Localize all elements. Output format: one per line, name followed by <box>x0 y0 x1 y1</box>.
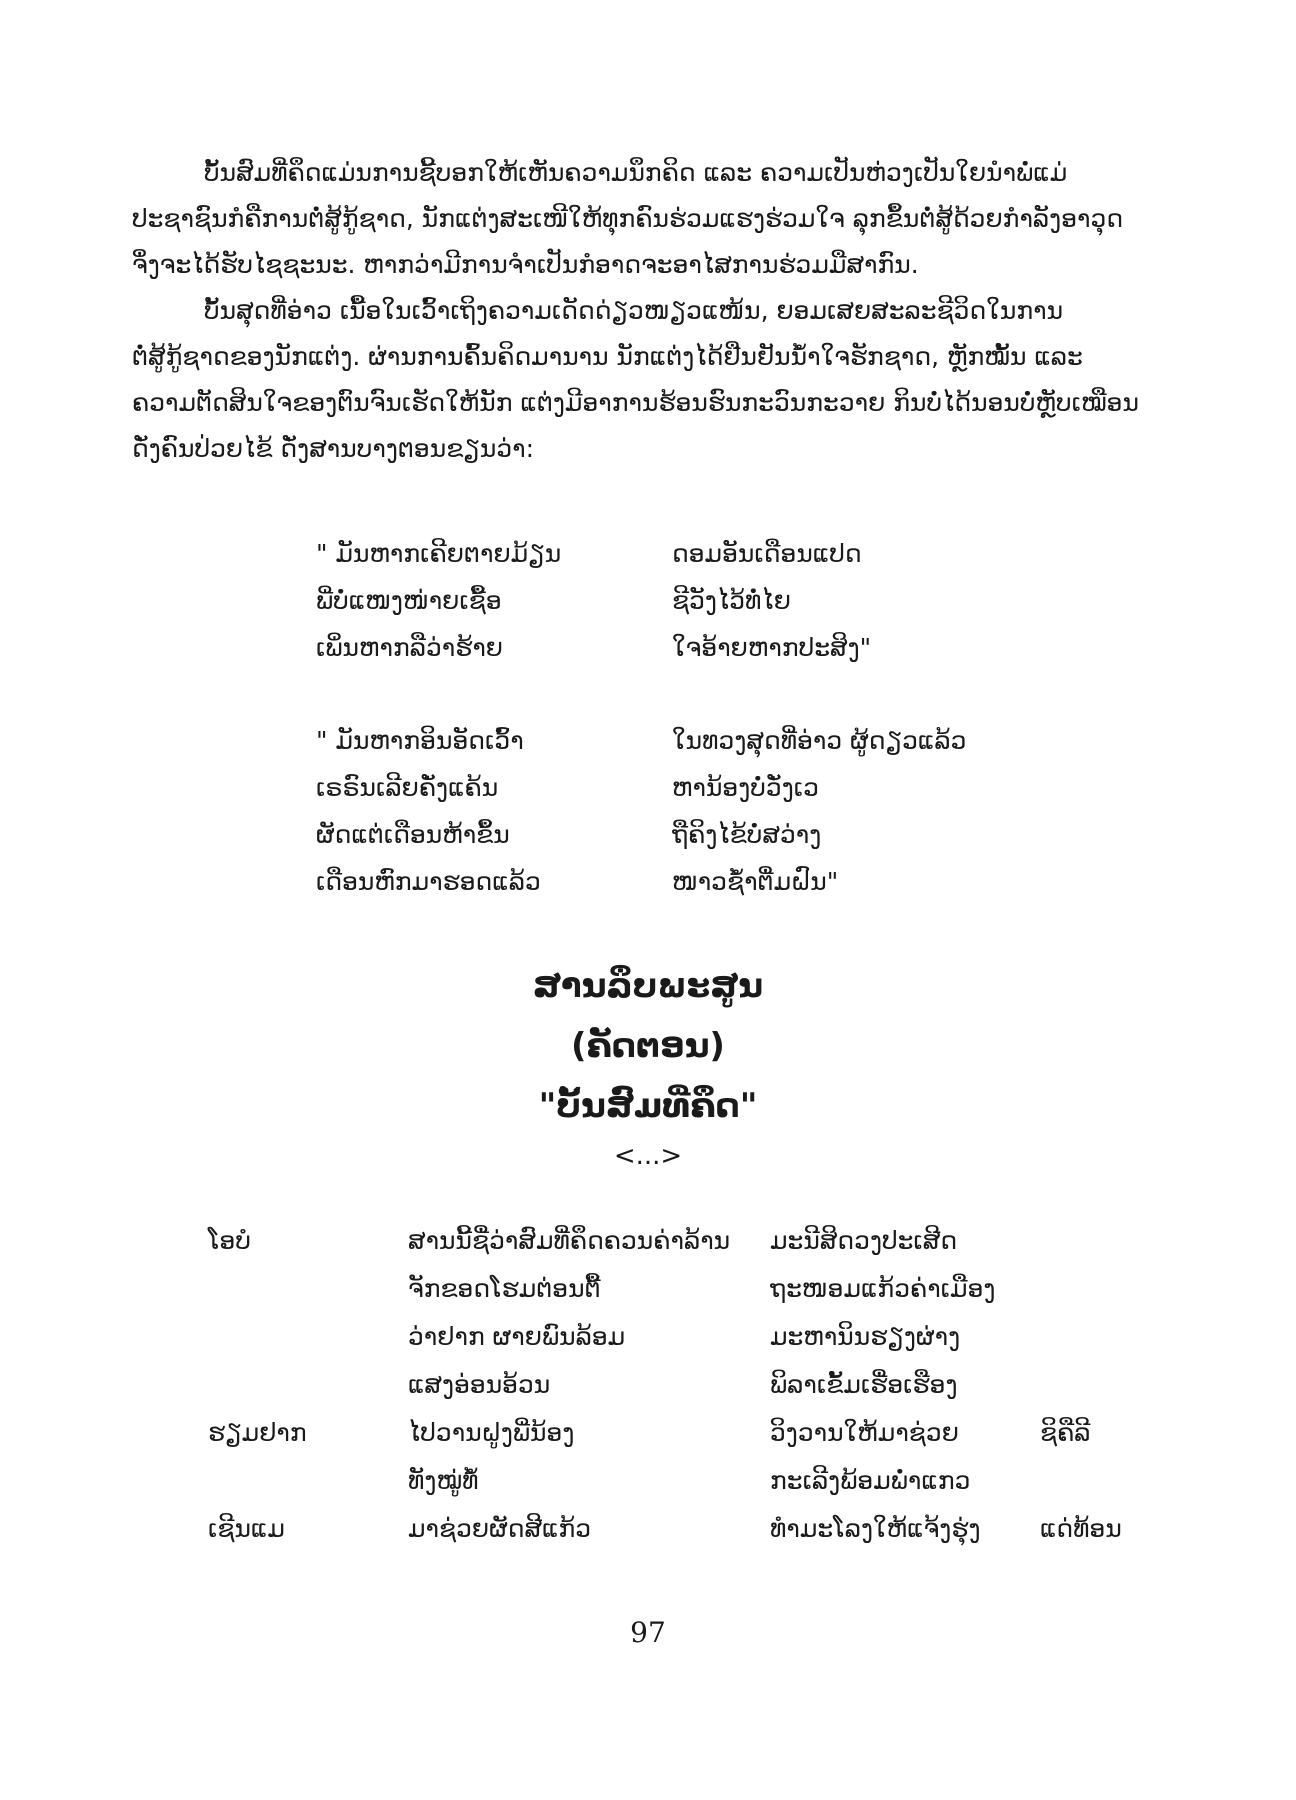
poem-line <box>316 764 966 811</box>
paragraph-line: ດັ່ງຄົນປ່ວຍໄຂ້ ດັ່ງສານບາງຕອນຂຽນວ່າ: <box>132 434 535 463</box>
poem-line <box>316 624 871 671</box>
section-subtitle: (ຄັດຕອນ) <box>571 1026 725 1066</box>
verse-row <box>208 1505 1160 1553</box>
section-title: ສານລຶບພະສູນ <box>532 966 764 1006</box>
verse-part-c <box>1040 1217 1160 1265</box>
poem-line <box>316 858 966 905</box>
verse-speaker: ໂອບໍ <box>208 1226 251 1255</box>
verse-speaker <box>208 1265 408 1313</box>
poem-stanza-1 <box>316 530 871 671</box>
verse-part-a: ສານນີ້ຊື່ວ່າສົມທີ່ຄຶດຄວນຄ່າລ້ານ <box>408 1226 731 1255</box>
page-number: 97 <box>630 1616 666 1649</box>
paragraph-line: ຈຶ່ງຈະໄດ້ຮັບໄຊຊະນະ. ຫາກວ່າມີການຈຳເປັນກໍອາດຈະອາໄສການຮ່ວມມືສາກົນ. <box>132 250 919 279</box>
verse-speaker <box>208 1457 408 1505</box>
poem-line-first-half: ເຣຣົນເລີຍຄັ່ງແຄ້ນ <box>316 773 499 802</box>
poem-line-second-half: ຊີວັງໄວ້ທໍ່ໄຍ <box>672 586 791 615</box>
verse-row <box>208 1361 1160 1409</box>
poem-line-first-half: ເດືອນຫົກມາຮອດແລ້ວ <box>316 867 541 896</box>
verse-speaker <box>208 1361 408 1409</box>
verse-row <box>208 1217 1160 1265</box>
verse-part-c <box>1040 1457 1160 1505</box>
verse-part-c: ຊິຄືລີ <box>1040 1418 1091 1447</box>
section-name: "ບັ້ນສົມທີ່ຄຶດ" <box>538 1086 758 1126</box>
verse-part-c <box>1040 1361 1160 1409</box>
verse-speaker: ເຊີນແມ <box>208 1514 285 1543</box>
verse-speaker <box>208 1313 408 1361</box>
poem-line-first-half: " ມັນຫາກເຄີຍຕາຍມ້ຽນ <box>316 539 562 568</box>
verse-part-a: ມາຊ່ວຍຜັດສີແກ້ວ <box>408 1514 592 1543</box>
paragraph-line: ຄວາມຕັດສິນໃຈຂອງຕົນຈົນເຮັດໃຫ້ນັກ ແຕ່ງມີອາການຮ້ອນຮົນກະວົນກະວາຍ ກິນບໍ່ໄດ້ນອນບໍ່ຫຼັບເໝືອນ <box>132 388 1139 417</box>
verse-part-a: ໄປວານຝູງພີ່ນ້ອງ <box>408 1418 575 1447</box>
poem-line-first-half: ພີ່ບໍ່ແໜງໜ່າຍເຊື້ອ <box>316 586 502 615</box>
verse-row <box>208 1313 1160 1361</box>
paragraph-1 <box>132 150 1172 288</box>
paragraph-line: ບັ້ນສົມທີ່ຄຶດແມ່ນການຊີ້ບອກໃຫ້ເຫັນຄວາມນຶກຄິດ ແລະ ຄວາມເປັນຫ່ວງເປັນໃຍນຳພໍ່ແມ່ <box>204 158 1068 187</box>
verse-part-c <box>1040 1265 1160 1313</box>
verse-part-b: ວິງວານໃຫ້ມາຊ່ວຍ <box>770 1418 959 1447</box>
poem-line-first-half: " ມັນຫາກອິນອັດເວົ້າ <box>316 726 524 755</box>
verse-part-a: ວ່າຢາກ ຜາຍພົນລ້ອມ <box>408 1322 626 1351</box>
poem-line-second-half: ດອມອັນເດືອນແປດ <box>672 539 862 568</box>
paragraph-line: ຕໍ່ສູ້ກູ້ຊາດຂອງນັກແຕ່ງ. ຜ່ານການຄົ້ນຄິດມານານ ນັກແຕ່ງໄດ້ຢືນຢັນນ້ຳໃຈຮັກຊາດ, ຫຼັກໝັ້ນ ແລະ <box>132 342 1083 371</box>
verse-block <box>208 1217 1160 1553</box>
verse-part-a: ແສງອ່ອນອ້ວນ <box>408 1370 551 1399</box>
poem-line-second-half: ຫານ້ອງບໍ່ວັ່ງເວ <box>672 773 819 802</box>
paragraph-line: ບັ້ນສຸດທີ່ອ່າວ ເນື້ອໃນເວົ້າເຖິງຄວາມເດັດດ່ຽວໜຽວແໜ້ນ, ຍອມເສຍສະລະຊີວິດໃນການ <box>204 296 1064 325</box>
verse-row <box>208 1265 1160 1313</box>
verse-part-b: ມະຫານິນຮຽງຜ່າງ <box>770 1322 961 1351</box>
verse-part-c <box>1040 1313 1160 1361</box>
poem-line-first-half: ເພິ່ນຫາກລືວ່າຮ້າຍ <box>316 633 503 662</box>
verse-part-c: ແດ່ທ້ອນ <box>1040 1514 1122 1543</box>
verse-part-b: ມະນີສິດວງປະເສີດ <box>770 1226 958 1255</box>
verse-part-b: ກະເລີງພ້ອມພໍ່າແກວ <box>770 1466 971 1495</box>
verse-part-b: ພິລາເຂັ້ມເຮື່ອເຮືອງ <box>770 1370 958 1399</box>
poem-line <box>316 811 966 858</box>
poem-line-first-half: ຜັດແຕ່ເດືອນຫ້າຂຶ້ນ <box>316 820 510 849</box>
verse-row <box>208 1409 1160 1457</box>
verse-part-b: ຖະໜອມແກ້ວຄ່າເມືອງ <box>770 1274 996 1303</box>
paragraph-line: ປະຊາຊົນກໍຄືການຕໍ່ສູ້ກູ້ຊາດ, ນັກແຕ່ງສະເໜີໃຫ້ທຸກຄົນຮ່ວມແຮງຮ່ວມໃຈ ລຸກຂຶ້ນຕໍ່ສູ້ດ້ວຍກຳລັງອາວຸດ <box>132 204 1124 233</box>
poem-line-second-half: ຖືຄິງໄຂ້ບໍ່ສວ່າງ <box>672 820 822 849</box>
verse-speaker: ຮຽມຢາກ <box>208 1418 307 1447</box>
poem-line <box>316 717 966 764</box>
poem-line-second-half: ໃຈອ້າຍຫາກປະສິງ" <box>672 633 872 662</box>
paragraph-2 <box>132 288 1172 472</box>
verse-row <box>208 1457 1160 1505</box>
verse-part-a: ທັງໝູ່ທ້ໍ <box>408 1466 479 1495</box>
poem-line <box>316 530 871 577</box>
poem-line-second-half: ໜາວຊ້ຳຕື່ມຝົນ" <box>672 867 839 896</box>
poem-line-second-half: ໃນທວງສຸດທີ່ອ່າວ ຜູ້ດຽວແລ້ວ <box>672 726 967 755</box>
omission-marker: <...> <box>613 1141 683 1171</box>
poem-line <box>316 577 871 624</box>
verse-part-b: ທຳມະໂລງໃຫ້ແຈ້ງຮຸ່ງ <box>770 1514 981 1543</box>
poem-stanza-2 <box>316 717 966 905</box>
verse-part-a: ຈັກຂອດໂຮມຕ່ອນຕື້ <box>408 1274 601 1303</box>
